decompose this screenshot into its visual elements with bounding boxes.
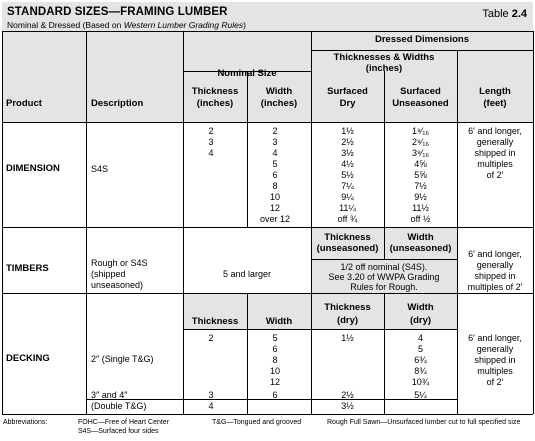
abbr-s4s: S4S—Surfaced four sides [78, 428, 159, 435]
dimension-unseasoned-item: 5⅝ [414, 170, 427, 180]
decking-desc-double-line: 3″ and 4″ [91, 390, 128, 400]
title-band [2, 2, 533, 31]
decking-length-line: of 2′ [486, 377, 504, 387]
dimension-unseasoned-item: off ½ [410, 214, 431, 224]
timbers-length-line: shipped in [474, 271, 516, 281]
dimension-dry-item: 7¼ [341, 181, 354, 191]
header-nominal-size: Nominal Size [217, 68, 277, 79]
rule-v1 [86, 31, 87, 414]
decking-width-item: 10 [269, 366, 280, 376]
dimension-unseasoned-item: 1⁹⁄₁₆ [411, 126, 430, 136]
dimension-thickness-3: 3 [208, 137, 214, 147]
dimension-unseasoned-item: 2⁹⁄₁₆ [411, 137, 430, 147]
dimension-length-line: of 2′ [486, 170, 504, 180]
header-length: Length [479, 86, 511, 97]
table-number: Table 2.4 [482, 8, 527, 20]
timbers-thickness-sub: (unseasoned) [316, 243, 379, 254]
dimension-width-item: over 12 [259, 214, 291, 224]
header-thickness: Thickness [191, 86, 239, 97]
decking-length-line: 6′ and longer, [468, 333, 522, 343]
dimension-width-item: 3 [272, 137, 278, 147]
decking-dry-width-item: 5 [417, 344, 423, 354]
header-thickness-unit: (inches) [196, 98, 234, 109]
header-product: Product [6, 98, 42, 109]
dimension-unseasoned-item: 4⅝ [414, 159, 427, 169]
header-width: Width [265, 86, 293, 97]
timbers-description-line: (shipped [91, 269, 126, 279]
timbers-note-line: See 3.20 of WWPA Grading [328, 272, 440, 282]
timbers-length-line: 6′ and longer, [468, 249, 522, 259]
product-timbers: TIMBERS [6, 263, 49, 274]
decking-dry-width-sub: (dry) [409, 315, 432, 326]
timbers-description-line: Rough or S4S [91, 258, 148, 268]
decking-dry-thickness-sub: (dry) [336, 315, 359, 326]
decking-width-item: 6 [272, 344, 278, 354]
dimension-dry-item: 2½ [341, 137, 354, 147]
dimension-dry-item: 3½ [341, 148, 354, 158]
header-description: Description [91, 98, 144, 109]
decking-width-item: 12 [269, 377, 280, 387]
decking-length-line: shipped in [474, 355, 516, 365]
timbers-note-line: Rules for Rough. [350, 282, 418, 292]
header-surfaced: Surfaced [327, 86, 368, 97]
decking-desc-single: 2″ (Single T&G) [91, 354, 154, 364]
rule-timber-sub [311, 259, 457, 260]
dimension-width-item: 10 [269, 192, 280, 202]
header-unseasoned: Unseasoned [392, 98, 449, 109]
timbers-length-line: generally [476, 260, 514, 270]
decking-width-item: 8 [272, 355, 278, 365]
rule-left [2, 31, 3, 414]
product-dimension: DIMENSION [6, 163, 60, 174]
table-title: STANDARD SIZES—FRAMING LUMBER [7, 6, 228, 18]
timbers-width-head: Width [407, 232, 434, 243]
timbers-length-line: multiples of 2′ [467, 282, 523, 292]
decking-width-head: Width [265, 316, 293, 327]
decking-thickness-double: 3 [208, 390, 214, 400]
header-length-unit: (feet) [483, 98, 507, 109]
timbers-description-line: unseasoned) [91, 280, 144, 290]
header-dressed-dimensions: Dressed Dimensions [375, 34, 469, 45]
decking-thickness-single: 2 [208, 333, 214, 343]
rule-top [2, 31, 533, 32]
header-width-unit: (inches) [260, 98, 298, 109]
decking-desc-double-line: (Double T&G) [91, 401, 147, 411]
dimension-thickness-2: 2 [208, 126, 214, 136]
dimension-length-line: multiples [477, 159, 513, 169]
decking-dry-width-item: 4 [417, 333, 423, 343]
dimension-width-item: 2 [272, 126, 278, 136]
dimension-thickness-4: 4 [208, 148, 214, 158]
abbr-tg: T&G—Tongued and grooved [212, 419, 302, 426]
dimension-width-item: 12 [269, 203, 280, 213]
header-inches: (inches) [365, 63, 403, 74]
product-decking: DECKING [6, 353, 50, 364]
dimension-dry-item: 5½ [341, 170, 354, 180]
timbers-thickness-head: Thickness [324, 232, 371, 243]
rule-dimension-bottom [2, 227, 533, 228]
timbers-nominal: 5 and larger [222, 269, 272, 279]
abbr-fohc: FOHC—Free of Heart Center [78, 419, 170, 426]
header-dry: Dry [339, 98, 356, 109]
decking-length-line: generally [476, 344, 514, 354]
decking-dry-thickness-double: 3½ [341, 401, 354, 411]
dimension-width-item: 5 [272, 159, 278, 169]
dimension-width-item: 8 [272, 181, 278, 191]
decking-dry-width-double: 5¼ [414, 390, 427, 400]
decking-dry-width-item: 8¾ [414, 366, 427, 376]
decking-dry-width-item: 6¾ [414, 355, 427, 365]
dimension-dry-item: 1½ [341, 126, 354, 136]
dimension-length-line: shipped in [474, 148, 516, 158]
timbers-note-line: 1/2 off nominal (S4S). [340, 262, 428, 272]
decking-dry-thickness-double: 2½ [341, 390, 354, 400]
dimension-width-item: 6 [272, 170, 278, 180]
header-thick-widths: Thicknesses & Widths [333, 52, 435, 63]
decking-dry-thickness-single: 1½ [341, 333, 354, 343]
dimension-unseasoned-item: 9½ [414, 192, 427, 202]
decking-thickness-double: 4 [208, 401, 214, 411]
dimension-dry-item: off ¾ [337, 214, 358, 224]
dimension-unseasoned-item: 7½ [414, 181, 427, 191]
abbreviations-label: Abbreviations: [3, 419, 48, 426]
dimension-dry-item: 4½ [341, 159, 354, 169]
header-surfaced-2: Surfaced [400, 86, 441, 97]
dimension-length-line: generally [476, 137, 514, 147]
decking-dry-width-item: 10¾ [411, 377, 430, 387]
timbers-width-sub: (unseasoned) [389, 243, 452, 254]
dimension-unseasoned-item: 3⁹⁄₁₆ [411, 148, 430, 158]
rule-dressed [311, 50, 533, 51]
decking-width-double: 6 [272, 390, 278, 400]
dimension-dry-item: 11¼ [339, 203, 356, 213]
rule-bottom [2, 414, 533, 415]
dimension-description: S4S [91, 164, 109, 174]
dimension-width-item: 4 [272, 148, 278, 158]
dimension-dry-item: 9¼ [341, 192, 354, 202]
dimension-unseasoned-item: 11½ [412, 203, 429, 213]
rule-timber-bottom [2, 293, 533, 294]
decking-length-line: multiples [477, 366, 513, 376]
decking-dry-thickness-head: Thickness [324, 302, 371, 313]
abbr-rough: Rough Full Sawn—Unsurfaced lumber cut to full specified size [327, 419, 521, 426]
rule-decking-head [183, 329, 457, 330]
rule-right [533, 31, 534, 414]
decking-dry-width-head: Width [407, 302, 434, 313]
decking-width-item: 5 [272, 333, 278, 343]
dimension-length-line: 6′ and longer, [468, 126, 522, 136]
rule-header-bottom [2, 122, 533, 123]
decking-thickness-head: Thickness [191, 316, 239, 327]
table-subtitle: Nominal & Dressed (Based on Western Lumber Grading Rules) [7, 20, 246, 30]
